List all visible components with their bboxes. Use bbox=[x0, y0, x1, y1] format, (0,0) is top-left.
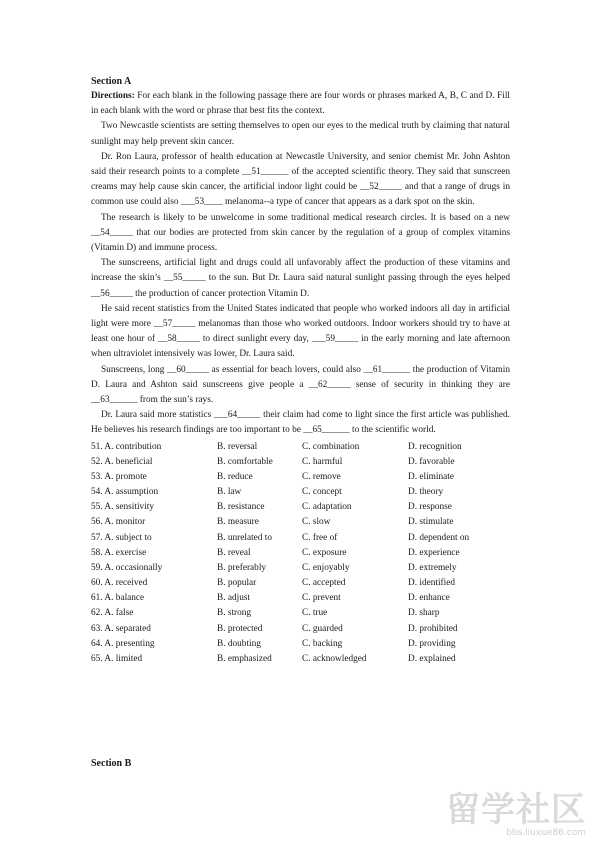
option-row bbox=[91, 485, 510, 500]
option-c: C. exposure bbox=[302, 547, 347, 558]
passage-paragraph: He said recent statistics from the United States indicated that people who worked indoors all day in artificial light were more __57_____ melanomas than those who worked outdoors. Indoor workers should try to have at least one hour of __58_____ to direct sunlight every day, ___59_____ in the early morning and late afternoon when ultraviolet intensively was lower, Dr. Laura said. bbox=[91, 303, 510, 360]
option-row bbox=[91, 622, 510, 637]
option-row bbox=[91, 515, 510, 530]
directions-text: For each blank in the following passage there are four words or phrases marked A, B, C and D. Fill in each blank with the word or phrase that best fits the context. bbox=[91, 91, 510, 117]
option-a: 60. A. received bbox=[91, 578, 148, 589]
option-d: D. response bbox=[408, 502, 452, 513]
option-a: 61. A. balance bbox=[91, 593, 145, 604]
option-b: B. resistance bbox=[217, 502, 265, 513]
option-row bbox=[91, 652, 510, 667]
option-c: C. true bbox=[302, 608, 328, 619]
exam-page bbox=[91, 74, 510, 667]
option-row bbox=[91, 546, 510, 561]
option-d: D. theory bbox=[408, 487, 444, 498]
option-c: C. combination bbox=[302, 441, 360, 452]
option-a: 51. A. contribution bbox=[91, 441, 162, 452]
passage-paragraph: Dr. Laura said more statistics ___64_____ their claim had come to light since the first article was published. He believes his research findings are too important to be __65______ to the scientific world. bbox=[91, 410, 510, 436]
option-d: D. eliminate bbox=[408, 471, 454, 482]
option-b: B. comfortable bbox=[217, 456, 273, 467]
option-b: B. reduce bbox=[217, 471, 253, 482]
option-b: B. strong bbox=[217, 608, 252, 619]
option-row bbox=[91, 531, 510, 546]
option-c: C. concept bbox=[302, 487, 342, 498]
option-d: D. providing bbox=[408, 638, 456, 649]
option-a: 58. A. exercise bbox=[91, 547, 147, 558]
option-b: B. law bbox=[217, 487, 242, 498]
option-a: 57. A. subject to bbox=[91, 532, 152, 543]
option-c: C. adaptation bbox=[302, 502, 352, 513]
option-c: C. free of bbox=[302, 532, 338, 543]
option-b: B. reveal bbox=[217, 547, 251, 558]
option-b: B. measure bbox=[217, 517, 259, 528]
option-b: B. adjust bbox=[217, 593, 251, 604]
option-c: C. backing bbox=[302, 638, 343, 649]
option-a: 56. A. monitor bbox=[91, 517, 146, 528]
option-c: C. accepted bbox=[302, 578, 346, 589]
option-a: 63. A. separated bbox=[91, 623, 151, 634]
watermark-url: bbs.liuxue86.com bbox=[506, 828, 586, 838]
option-d: D. experience bbox=[408, 547, 460, 558]
passage-paragraph: The sunscreens, artificial light and drugs could all unfavorably affect the production of these vitamins and increase the skin’s __55_____ to the sun. But Dr. Laura said natural sunlight passing through the eyes helped __56_____ the production of cancer protection Vitamin D. bbox=[91, 258, 510, 299]
option-d: D. stimulate bbox=[408, 517, 454, 528]
watermark-logo: 留学社区 bbox=[446, 790, 586, 830]
passage bbox=[91, 119, 510, 438]
option-row bbox=[91, 440, 510, 455]
directions-label: Directions: bbox=[91, 91, 135, 101]
option-d: D. identified bbox=[408, 578, 455, 589]
passage-paragraph: The research is likely to be unwelcome in some traditional medical research circles. It is based on a new __54_____ that our bodies are protected from skin cancer by the regulation of a group of complex vitamins (Vitamin D) and immune process. bbox=[91, 212, 510, 254]
option-b: B. emphasized bbox=[217, 653, 272, 664]
section-a-title: Section A bbox=[91, 76, 132, 87]
option-b: B. protected bbox=[217, 623, 263, 634]
section-b-title: Section B bbox=[91, 758, 132, 769]
option-d: D. recognition bbox=[408, 441, 462, 452]
option-b: B. preferably bbox=[217, 562, 267, 573]
directions bbox=[91, 89, 510, 119]
option-row bbox=[91, 455, 510, 470]
option-a: 52. A. beneficial bbox=[91, 456, 153, 467]
option-c: C. acknowledged bbox=[302, 653, 367, 664]
option-b: B. doubting bbox=[217, 638, 261, 649]
option-row bbox=[91, 500, 510, 515]
option-c: C. harmful bbox=[302, 456, 343, 467]
option-a: 54. A. assumption bbox=[91, 487, 159, 498]
option-d: D. explained bbox=[408, 653, 456, 664]
option-row bbox=[91, 637, 510, 652]
option-row bbox=[91, 470, 510, 485]
passage-paragraph: Sunscreens, long __60_____ as essential for beach lovers, could also __61______ the production of Vitamin D. Laura and Ashton said sunscreens give people a __62_____ sense of security in thinking they are __63______ from the sun’s rays. bbox=[91, 364, 510, 406]
option-a: 62. A. false bbox=[91, 608, 134, 619]
option-b: B. popular bbox=[217, 578, 257, 589]
option-d: D. sharp bbox=[408, 608, 440, 619]
option-a: 55. A. sensitivity bbox=[91, 502, 155, 513]
option-b: B. reversal bbox=[217, 441, 258, 452]
passage-paragraph: Dr. Ron Laura, professor of health education at Newcastle University, and senior chemist Mr. John Ashton said their research points to a complete __51______ of the accepted scientific theory. They said that sunscreen creams may help cause skin cancer, the artificial indoor light could be __52_____ and that a range of drugs in common use could also ___53____ melanoma--a type of cancer that appears as a dark spot on the skin. bbox=[91, 151, 510, 208]
watermark bbox=[446, 792, 586, 838]
option-d: D. prohibited bbox=[408, 623, 458, 634]
option-d: D. favorable bbox=[408, 456, 455, 467]
option-row bbox=[91, 561, 510, 576]
option-a: 59. A. occasionally bbox=[91, 562, 163, 573]
option-row bbox=[91, 606, 510, 621]
option-a: 64. A. presenting bbox=[91, 638, 155, 649]
option-b: B. unrelated to bbox=[217, 532, 272, 543]
option-row bbox=[91, 576, 510, 591]
passage-paragraph: Two Newcastle scientists are setting themselves to open our eyes to the medical truth by claiming that natural sunlight may help prevent skin cancer. bbox=[91, 121, 510, 147]
option-d: D. extremely bbox=[408, 562, 457, 573]
option-c: C. prevent bbox=[302, 593, 341, 604]
option-row bbox=[91, 591, 510, 606]
answer-options bbox=[91, 440, 510, 667]
option-a: 53. A. promote bbox=[91, 471, 147, 482]
option-d: D. enhance bbox=[408, 593, 450, 604]
option-c: C. remove bbox=[302, 471, 341, 482]
option-c: C. slow bbox=[302, 517, 331, 528]
option-d: D. dependent on bbox=[408, 532, 470, 543]
option-c: C. guarded bbox=[302, 623, 343, 634]
option-c: C. enjoyably bbox=[302, 562, 350, 573]
option-a: 65. A. limited bbox=[91, 653, 143, 664]
